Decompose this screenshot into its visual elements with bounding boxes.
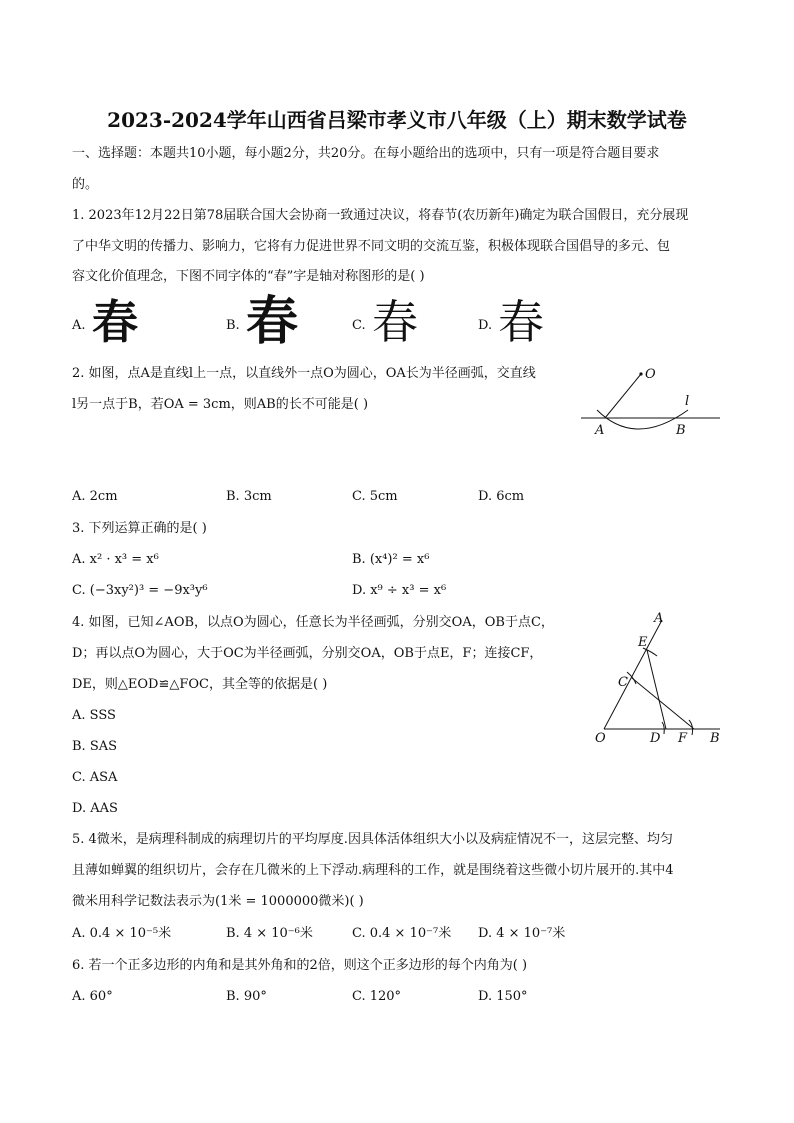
q1-option-c-glyph: 春 [372,295,418,349]
q4-option-b: B. SAS [72,739,118,754]
q6-option-c: C. 120° [352,989,402,1004]
q1-option-c-label: C. [352,318,366,333]
q2-option-a: A. 2cm [72,489,118,504]
arc-d [662,722,664,734]
q3-stem: 3. 下列运算正确的是( ) [72,521,207,536]
label-a: A [595,423,605,438]
q1-stem-line: 了中华文明的传播力、影响力，它将有力促进世界不同文明的交流互鉴，积极体现联合国倡导的多元、包 [72,239,671,254]
segment-cf [632,678,694,729]
q4-stem-line: D；再以点O为圆心，大于OC为半径画弧，分别交OA，OB于点E，F；连接CF， [72,646,543,661]
q1-stem-line: 容文化价值理念，下图不同字体的“春”字是轴对称图形的是( ) [72,269,425,284]
q3-option-a: A. x² · x³ = x⁶ [72,552,159,567]
q4-figure [590,608,725,748]
q6-stem: 6. 若一个正多边形的内角和是其外角和的2倍，则这个正多边形的每个内角为( ) [72,958,528,973]
q1-option-d-glyph: 春 [498,295,544,349]
label-o: O [645,367,656,382]
label-f: F [678,731,688,746]
q6-option-b: B. 90° [226,989,267,1004]
q5-stem-line: 微米用科学记数法表示为(1米 = 1000000微米)( ) [72,894,364,909]
q4-stem-line: 4. 如图，已知∠AOB，以点O为圆心，任意长为半径画弧，分别交OA，OB于点C， [72,615,554,630]
section-heading-cont: 的。 [72,177,99,192]
label-b: B [710,731,720,746]
q5-option-d: D. 4 × 10⁻⁷米 [478,926,566,941]
q1-option-b-label: B. [226,318,240,333]
segment-oa [605,374,641,418]
q3-option-b: B. (x⁴)² = x⁶ [352,552,430,567]
q1-option-b-glyph: 春 [246,291,299,352]
q6-option-d: D. 150° [478,989,528,1004]
label-d: D [650,731,661,746]
q1-option-a-label: A. [72,318,86,333]
q2-stem-line: 2. 如图，点A是直线l上一点，以直线外一点O为圆心，OA长为半径画弧，交直线 [72,366,536,381]
label-a: A [654,611,664,626]
q5-stem-line: 5. 4微米，是病理科制成的病理切片的平均厚度.因具体活体组织大小以及病症情况不一，这层完整、均匀 [72,832,673,847]
q1-option-a-glyph: 春 [92,295,138,349]
q4-option-d: D. AAS [72,801,118,816]
label-c: C [618,675,628,690]
q4-stem-line: DE，则△EOD≌△FOC，其全等的依据是( ) [72,677,328,692]
label-e: E [638,635,648,650]
q4-option-a: A. SSS [72,708,116,723]
label-o: O [595,731,606,746]
q3-option-c: C. (−3xy²)³ = −9x³y⁶ [72,583,208,598]
q1-option-d-label: D. [478,318,493,333]
page-title: 2023-2024学年山西省吕梁市孝义市八年级（上）期末数学试卷 [107,108,687,132]
arc-f [689,720,693,735]
label-l: l [685,394,690,409]
arc-ab [597,410,688,429]
q2-option-c: C. 5cm [352,489,398,504]
q4-option-c: C. ASA [72,770,118,785]
point-o [639,372,642,375]
q5-option-b: B. 4 × 10⁻⁶米 [226,926,313,941]
q2-option-d: D. 6cm [478,489,525,504]
q1-stem-line: 1. 2023年12月22日第78届联合国大会协商一致通过决议，将春节(农历新年)确定为联合国假日，充分展现 [72,208,689,223]
q2-figure [575,358,725,443]
label-b: B [676,423,686,438]
q5-option-c: C. 0.4 × 10⁻⁷米 [352,926,452,941]
q3-option-d: D. x⁹ ÷ x³ = x⁶ [352,583,447,598]
q6-option-a: A. 60° [72,989,113,1004]
q5-stem-line: 且薄如蝉翼的组织切片，会存在几微米的上下浮动.病理科的工作，就是围绕着这些微小切片展开的.其中4 [72,863,674,878]
segment-de [647,650,666,729]
q2-option-b: B. 3cm [226,489,272,504]
q5-option-a: A. 0.4 × 10⁻⁵米 [72,926,172,941]
section-heading: 一、选择题：本题共10小题，每小题2分，共20分。在每小题给出的选项中，只有一项是符合题目要求 [72,146,660,161]
q2-stem-line: l另一点于B，若OA = 3cm，则AB的长不可能是( ) [72,397,369,412]
